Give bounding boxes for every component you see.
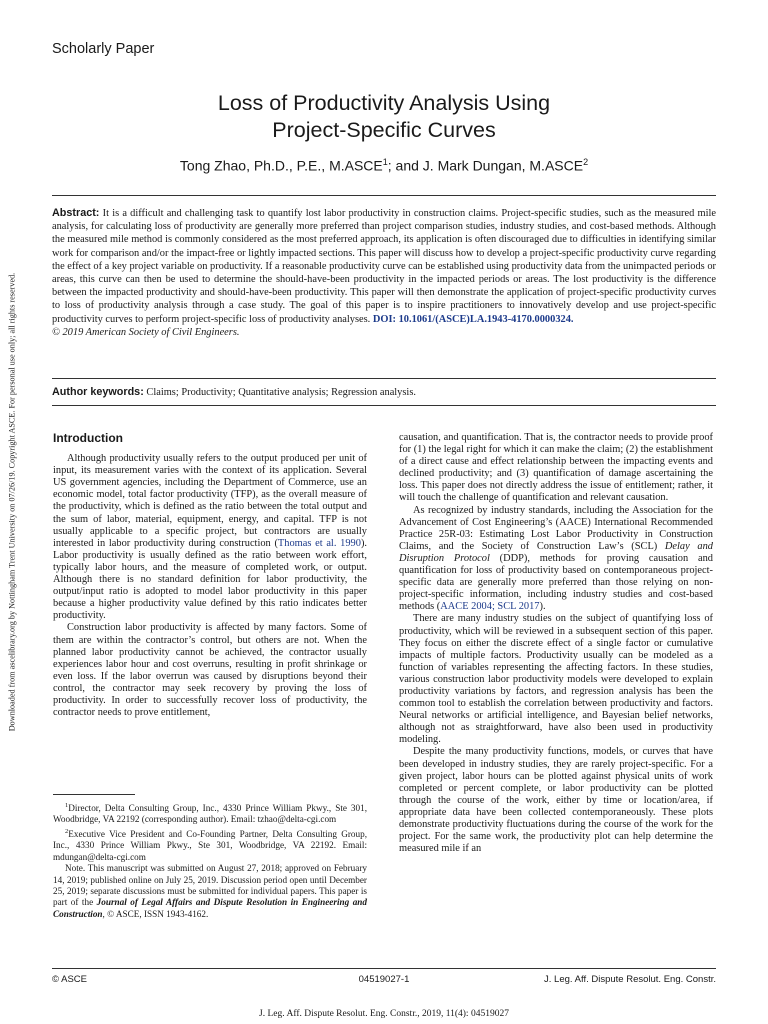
download-watermark-text: Downloaded from ascelibrary.org by Nottingham Trent University on 07/26/19. Copyright ASCE. For personal use only; all rights reserved. [7,272,17,731]
paragraph-4 [399,505,713,614]
keywords-label: Author keywords: [52,386,144,398]
paper-title [0,90,768,144]
footer-copyright: © ASCE [52,974,87,985]
author-1: Tong Zhao, Ph.D., P.E., M.ASCE [179,157,383,174]
journal-name: Journal of Legal Affairs and Dispute Resolution in Engineering and Construction [53,897,367,919]
note-text: Note. This manuscript was submitted on August 27, 2018; approved on February 14, 2019; published online on July 25, 2019. Discussion period open until December 25, 2019; separate discussions must be submitted for individual papers. This paper is part of the [53,863,367,908]
title-line-2: Project-Specific Curves [272,118,496,142]
footnote-2 [53,826,367,863]
doi-label: DOI: [372,313,396,325]
citation-aace-scl[interactable]: AACE 2004; SCL 2017 [440,601,540,613]
footer-divider [52,968,716,969]
footnote-2-mark: 2 [65,827,69,835]
paragraph-1 [53,453,367,622]
bottom-citation: J. Leg. Aff. Dispute Resolut. Eng. Constr., 2019, 11(4): 04519027 [259,1009,509,1019]
footnote-1 [53,800,367,826]
doi-link[interactable]: 10.1061/(ASCE)LA.1943-4170.0000324. [398,313,574,325]
footnotes [53,800,367,920]
submission-note [53,863,367,920]
paragraph-4-mid: (DDP), methods for proving causation and quantification for loss of productivity based on contemporaneous project-specific data are generally more preferred than those relying on non-project-specific information, including industry studies and cost-based methods ( [399,552,713,613]
copyright-notice: © 2019 American Society of Civil Engineers. [52,326,240,338]
paragraph-4-end: ). [539,601,546,613]
footer-journal: J. Leg. Aff. Dispute Resolut. Eng. Constr. [544,974,716,985]
column-left [53,432,367,719]
section-label: Scholarly Paper [52,41,155,57]
footnote-divider [53,794,135,795]
download-watermark [5,214,19,789]
footnote-1-mark: 1 [65,802,69,809]
abstract [52,207,716,339]
abstract-label: Abstract: [52,207,100,219]
author-line [0,157,768,174]
author-2-mark: 2 [583,157,589,167]
title-line-1: Loss of Productivity Analysis Using [217,91,551,115]
column-right [399,432,713,855]
divider-keywords [52,405,716,406]
divider-mid [52,378,716,379]
paragraph-6: Despite the many productivity functions, models, or curves that have been developed in industry studies, they are rarely project-specific. For a given project, labor hours can be plotted against physical units of work completed or percent complete, or labor productivity can be plotted through the course of the work, either by time or location/area, if appropriate data have been collected contemporaneously. These plots demonstrate productivity fluctuations during the course of the work for the project. For the same work, the productivity plot can help determine the measured mile if an [399,746,713,855]
paragraph-1-text: Although productivity usually refers to the output produced per unit of input, its measurement varies with the context of its application. Several US government agencies, including the Department of Commerce, use an economic model, total factor productivity (TFP), as the overall measure of the productivity, which is defined as the ratio between the total output and the sum of labor, material, equipment, energy, and capital. TFP is not usually applicable to a specific project, but contractors are usually interested in labor productivity during construction ( [53,453,367,549]
paragraph-5: There are many industry studies on the subject of quantifying loss of productivity, which will be reviewed in a subsequent section of this paper. They focus on either the discrete effect of a single factor or cumulative impacts of multiple factors. Productivity usually can be modeled as a function of variables representing the affecting factors. In these studies, various construction labor productivity models were developed to explain productivity variations by factors, and regression analysis has been the common tool to establish the correlation between productivity and factors. Neural networks or artificial intelligence, and Bayesian belief networks, although not as straightforward, have also been used in productivity modeling. [399,613,713,746]
section-heading-introduction: Introduction [53,431,123,445]
divider-top [52,195,716,196]
paragraph-4-text: As recognized by industry standards, including the Association for the Advancement of Cost Engineering’s (AACE) International Recommended Practice 25R-03: Estimating Lost Labor Productivity in Construction Claims, and the Society of Construction Law’s (SCL) [399,504,713,552]
paragraph-1-rest: ). Labor productivity is usually defined as the ratio between work effort, typically labor hours, and the measure of completed work, or output. Although there is no standard definition for labor productivity, the output/input ratio is adopted to model labor productivity in this paper because a higher productivity value defined by this ratio indicates better productivity. [53,537,367,622]
footnote-2-text: Executive Vice President and Co-Founding Partner, Delta Consulting Group, Inc., 4330 Prince William Pkwy., Ste 301, Woodbridge, VA 22192. Email: mdungan@delta-cgi.com [53,828,367,862]
footnote-1-text: Director, Delta Consulting Group, Inc., 4330 Prince William Pkwy., Ste 301, Woodbridge, VA 22192 (corresponding author). Email: tzhao@delta-cgi.com [53,803,367,825]
author-keywords [52,386,716,399]
author-1-mark: 1 [382,157,388,167]
paragraph-2: Construction labor productivity is affected by many factors. Some of them are within the contractor’s control, but others are not. When the planned labor productivity cannot be achieved, the contractor usually experiences labor hour and cost overruns, resulting in profit shrinkage or even loss. If the labor overrun was caused by disruptions beyond their control, the contractor may seek recovery by proving the loss of productivity. In order to successfully recover loss of productivity, the contractor needs to prove entitlement, [53,622,367,719]
note-issn: , © ASCE, ISSN 1943-4162. [102,908,209,919]
author-2: ; and J. Mark Dungan, M.ASCE [387,157,584,174]
citation-thomas-1990[interactable]: Thomas et al. 1990 [277,537,361,549]
ddp-title: Delay and Disruption Protocol [399,540,713,564]
paragraph-3: causation, and quantification. That is, the contractor needs to provide proof for (1) the legal right for which it can make the claim; (2) the establishment of a direct cause and effect relationship between the impacting events and declined productivity; and (3) quantification of damage ascertaining the loss. This paper does not directly address the issue of entitlement; rather, it will touch the challenge of quantification and relevant causation. [399,432,713,504]
keywords-text: Claims; Productivity; Quantitative analysis; Regression analysis. [146,387,416,398]
abstract-text: It is a difficult and challenging task to quantify lost labor productivity in construction claims. Project-specific studies, such as the measured mile analysis, for calculating loss of productivity are generally more preferred than project comparison studies, industry studies, and cost-based methods. Although the measured mile method is commonly considered as the most preferred approach, its application is often discouraged due to difficulties in identifying similar work for comparison and/or the impact-free or lightly impacted sections. This paper will discuss how to develop a project-specific productivity curve regarding the effect of a key project variable on productivity. If a reasonable productivity curve can be established using productivity data from the unimpacted periods or areas, this curve can then be used to determine the should-have-been productivity in the impacted periods or areas. The lost productivity is the difference between the impacted productivity and should-have-been productivity. This paper will then demonstrate the application of project-specific productivity curves to loss of productivity analysis through a case study. The goal of this paper is to inspire practitioners to innovatively develop and use project-specific productivity curves to perform project-specific loss of productivity analyses. [52,208,716,325]
footer-page-id: 04519027-1 [358,974,410,985]
